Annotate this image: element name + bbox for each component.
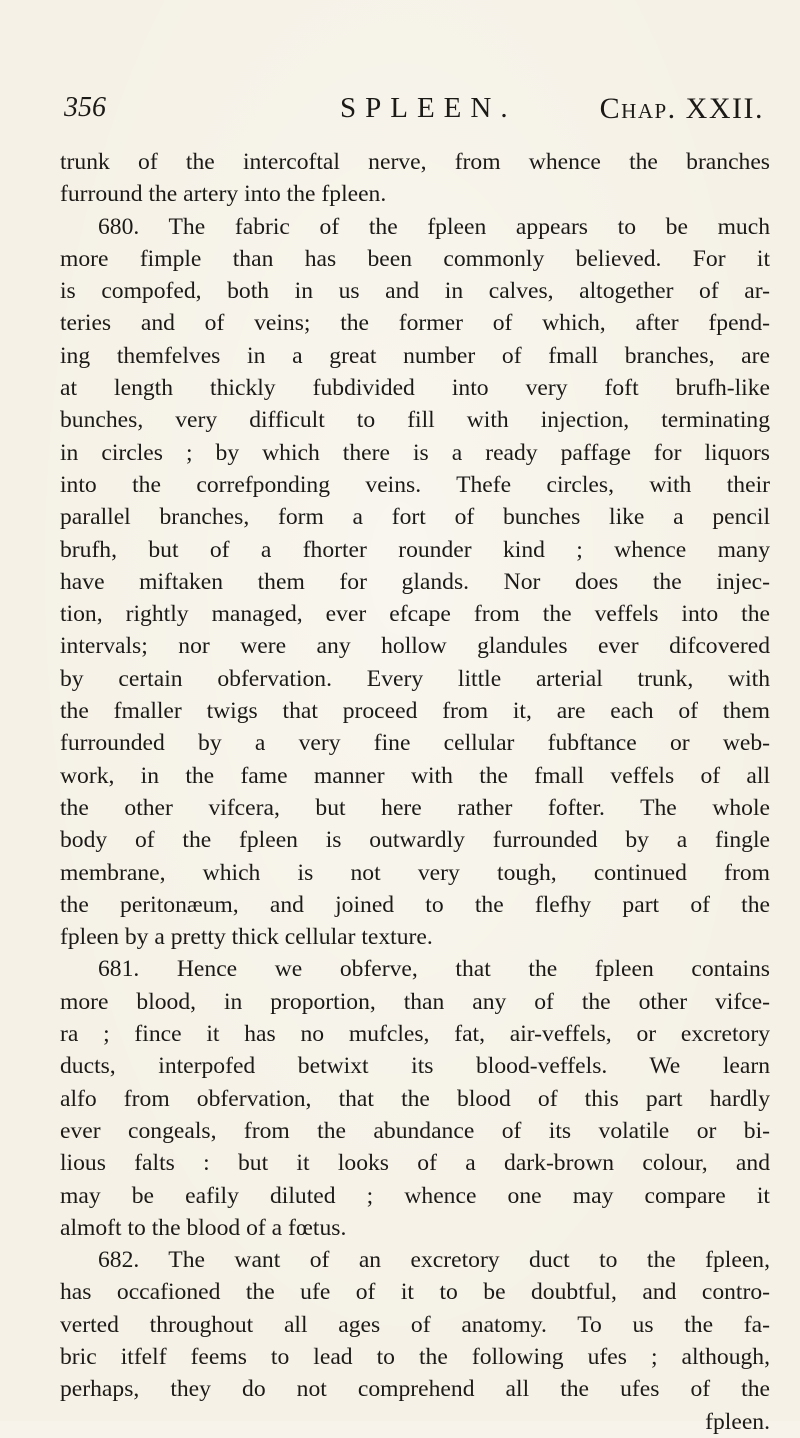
text-line: teries and of veins; the former of which, after fpend- [60, 310, 770, 337]
page-number: 356 [64, 92, 106, 123]
text-line: fpleen by a pretty thick cellular texture. [60, 924, 433, 951]
text-line: brufh, but of a fhorter rounder kind ; whence many [60, 536, 770, 563]
text-line: perhaps, they do not comprehend all the ufes of the [60, 1376, 770, 1403]
text-line: membrane, which is not very tough, continued from [60, 859, 770, 886]
text-line: work, in the fame manner with the fmall veffels of all [60, 762, 770, 789]
chapter-heading: Chap. XXII. [599, 92, 764, 125]
text-line: the fmaller twigs that proceed from it, are each of them [60, 698, 770, 725]
page-header [64, 92, 764, 132]
text-line: ing themfelves in a great number of fmall branches, are [60, 342, 770, 369]
text-line: parallel branches, form a fort of bunches like a pencil [60, 504, 770, 531]
body-text [60, 146, 770, 1438]
text-line: ducts, interpofed betwixt its blood-veffels. We learn [60, 1053, 770, 1080]
text-line: intervals; nor were any hollow glandules ever difcovered [60, 633, 770, 660]
text-line: body of the fpleen is outwardly furrounded by a fingle [60, 827, 770, 854]
text-line: the peritonæum, and joined to the flefhy part of the [60, 891, 770, 918]
text-line: lious falts : but it looks of a dark-brown colour, and [60, 1150, 770, 1177]
text-line: the other vifcera, but here rather fofter. The whole [60, 794, 770, 821]
text-line: bric itfelf feems to lead to the following ufes ; although, [60, 1343, 770, 1370]
text-line: verted throughout all ages of anatomy. To us the fa- [60, 1311, 770, 1338]
text-line: tion, rightly managed, ever efcape from the veffels into the [60, 601, 770, 628]
text-line: bunches, very difficult to fill with injection, terminating [60, 407, 770, 434]
text-line: furround the artery into the fpleen. [60, 181, 387, 208]
text-line: into the correfponding veins. Thefe circles, with their [60, 471, 770, 498]
text-line: trunk of the intercoftal nerve, from whence the branches [60, 149, 770, 175]
text-line: almoft to the blood of a fœtus. [60, 1214, 347, 1241]
text-line: furrounded by a very fine cellular fubftance or web- [60, 730, 770, 757]
text-line: 680. The fabric of the fpleen appears to be much [98, 213, 770, 240]
text-line: has occafioned the ufe of it to be doubtful, and contro- [60, 1279, 770, 1306]
text-line: alfo from obfervation, that the blood of this part hardly [60, 1085, 770, 1112]
text-line: by certain obfervation. Every little arterial trunk, with [60, 665, 770, 692]
text-line: ever congeals, from the abundance of its volatile or bi- [60, 1117, 770, 1144]
text-line: 682. The want of an excretory duct to the fpleen, [98, 1247, 770, 1274]
text-line: have miftaken them for glands. Nor does the injec- [60, 568, 770, 595]
running-title: SPLEEN. [340, 92, 517, 124]
text-line: more fimple than has been commonly believed. For it [60, 245, 770, 272]
text-line: is compofed, both in us and in calves, altogether of ar- [60, 278, 770, 305]
text-line: in circles ; by which there is a ready paffage for liquors [60, 439, 770, 466]
text-line: at length thickly fubdivided into very foft brufh-like [60, 375, 770, 402]
text-line: fpleen. [705, 1408, 770, 1435]
text-line: 681. Hence we obferve, that the fpleen contains [98, 956, 770, 983]
text-line: more blood, in proportion, than any of the other vifce- [60, 988, 770, 1015]
text-line: may be eafily diluted ; whence one may compare it [60, 1182, 770, 1209]
text-line: ra ; fince it has no mufcles, fat, air-veffels, or excretory [60, 1021, 770, 1048]
